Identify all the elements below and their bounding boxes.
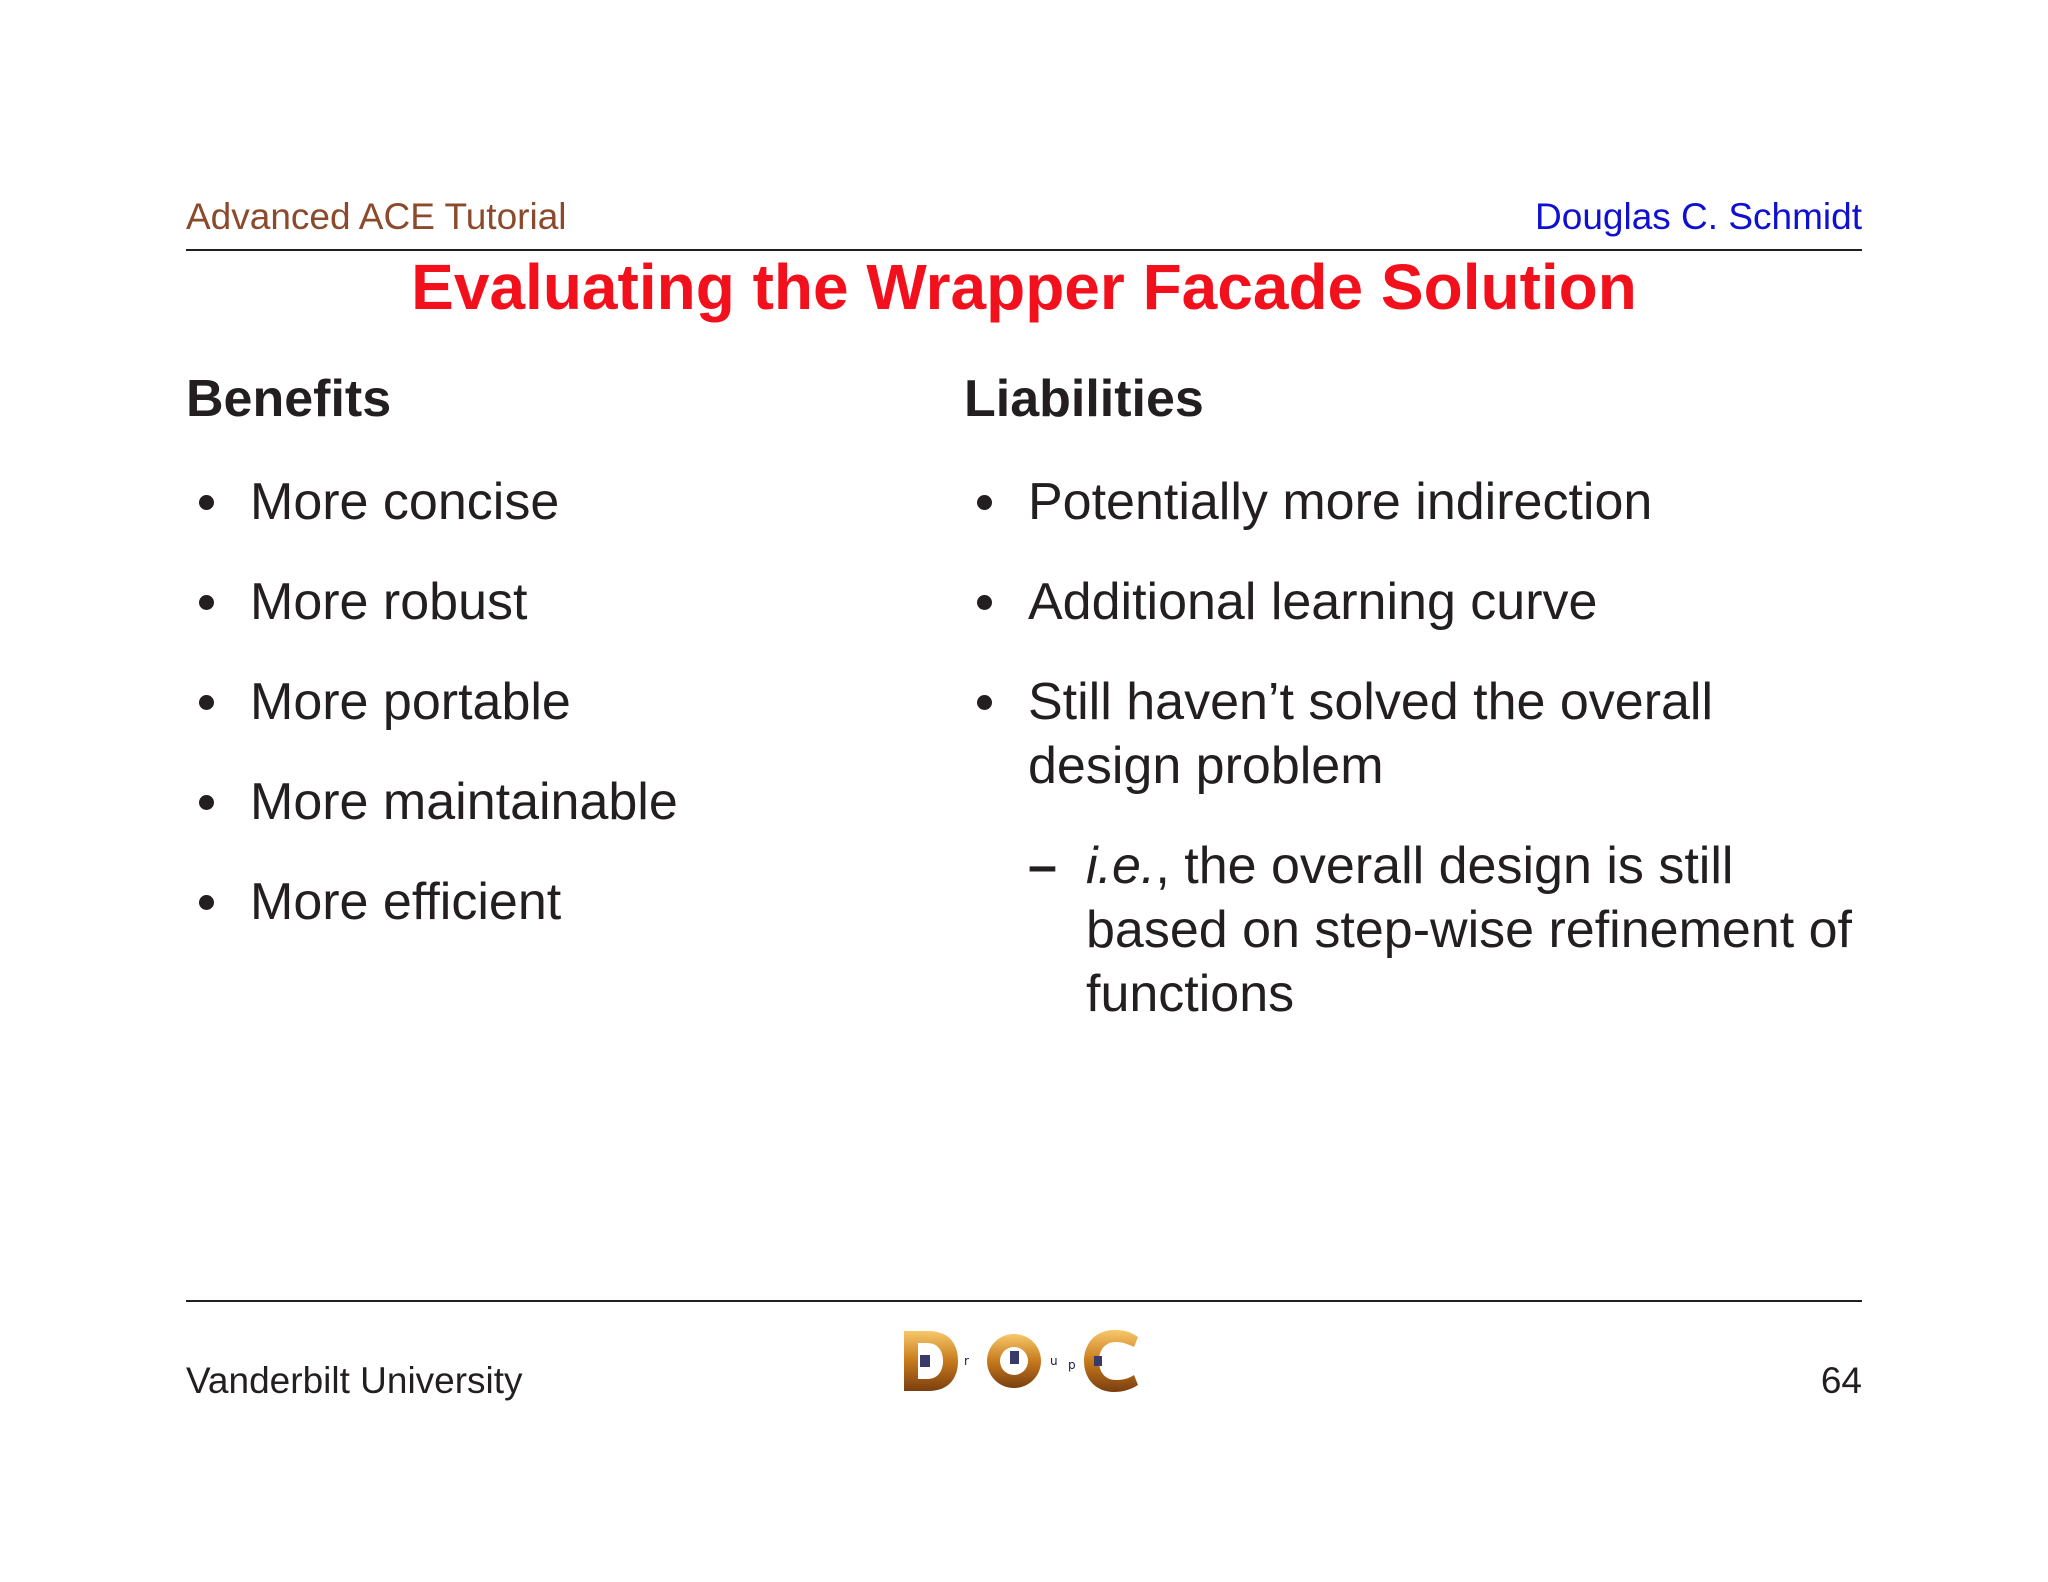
logo-letter-r: r: [964, 1354, 969, 1368]
list-item-text: More portable: [250, 673, 571, 731]
list-item-text: More concise: [250, 473, 560, 531]
list-item: [964, 570, 1864, 634]
list-item-text: Still haven’t solved the overall design problem: [1028, 673, 1714, 795]
bullet-icon: [199, 795, 214, 810]
list-item: [186, 570, 946, 634]
slide-title: Evaluating the Wrapper Facade Solution: [411, 251, 1637, 323]
benefits-column: [186, 368, 946, 970]
benefits-heading: Benefits: [186, 370, 392, 428]
doc-group-logo: [900, 1325, 1146, 1397]
bullet-icon: [199, 695, 214, 710]
list-item-text: Potentially more indirection: [1028, 473, 1653, 531]
course-title: Advanced ACE Tutorial: [186, 196, 567, 237]
list-item: [964, 470, 1864, 534]
liabilities-column: [964, 368, 1864, 1062]
sub-item-text: , the overall design is still based on step-wise refinement of functions: [1086, 837, 1852, 1023]
institution-name: Vanderbilt University: [186, 1360, 523, 1401]
liabilities-list: [964, 470, 1864, 1026]
list-item-text: More robust: [250, 573, 528, 631]
bullet-icon: [199, 595, 214, 610]
list-item: [964, 670, 1864, 1026]
logo-letter-d: [904, 1331, 958, 1391]
logo-letter-o: [987, 1334, 1041, 1388]
list-item-text: Additional learning curve: [1028, 573, 1598, 631]
list-item: [186, 470, 946, 534]
list-item-text: More maintainable: [250, 773, 678, 831]
bullet-icon: [977, 695, 992, 710]
list-item: [186, 770, 946, 834]
sub-item-prefix: i.e.: [1086, 837, 1156, 895]
list-item-text: More efficient: [250, 873, 562, 931]
dash-icon: –: [1028, 837, 1057, 895]
bullet-icon: [199, 895, 214, 910]
footer-divider: [186, 1300, 1862, 1302]
logo-letter-c: [1084, 1330, 1138, 1392]
logo-letter-p: p: [1068, 1358, 1076, 1372]
page-number: 64: [1820, 1360, 1862, 1401]
bullet-icon: [977, 595, 992, 610]
author-name: Douglas C. Schmidt: [1535, 196, 1862, 237]
bullet-icon: [977, 495, 992, 510]
benefits-list: [186, 470, 946, 934]
liabilities-heading: Liabilities: [964, 370, 1204, 428]
list-item: [186, 670, 946, 734]
list-item: [186, 870, 946, 934]
sub-list-item: [1028, 834, 1864, 1026]
sub-list: [1028, 834, 1864, 1026]
bullet-icon: [199, 495, 214, 510]
logo-letter-u: u: [1050, 1354, 1058, 1368]
